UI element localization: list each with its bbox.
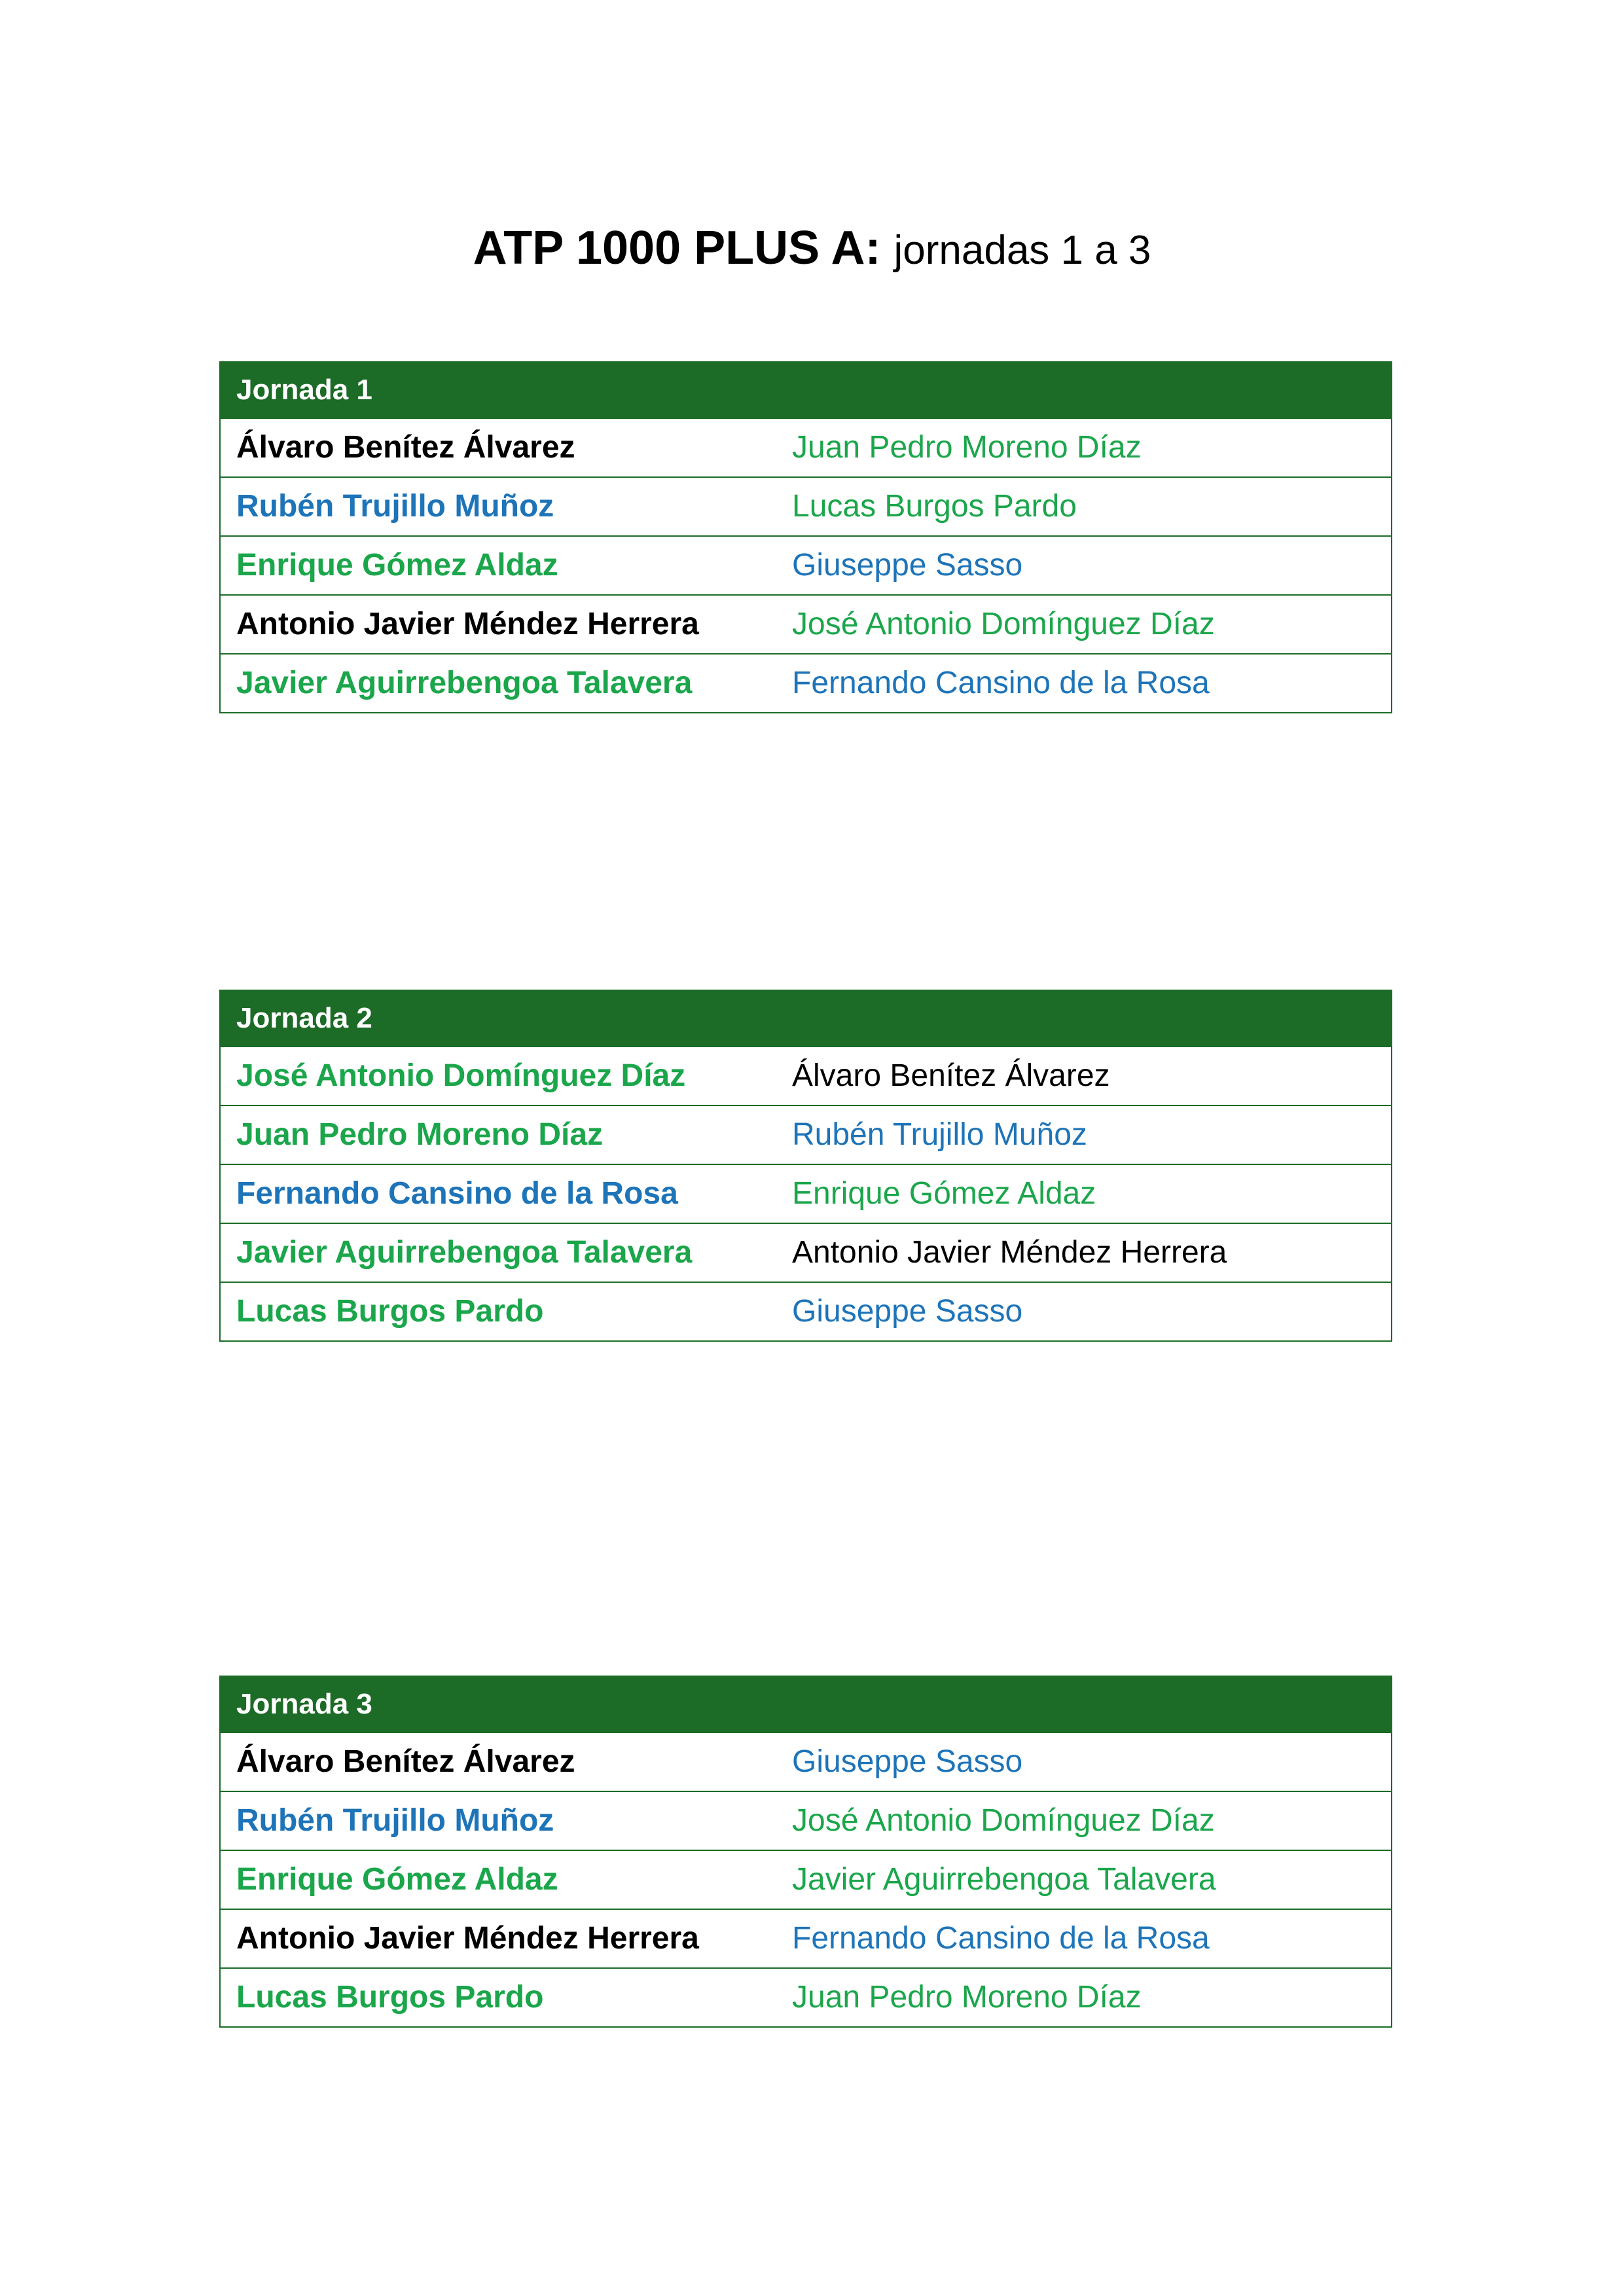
page-title (0, 221, 1624, 275)
player-right: Giuseppe Sasso (791, 1282, 1392, 1341)
table-row (220, 1909, 1392, 1968)
player-left: Álvaro Benítez Álvarez (220, 418, 791, 477)
player-left: Lucas Burgos Pardo (220, 1282, 791, 1341)
player-left: Juan Pedro Moreno Díaz (220, 1105, 791, 1164)
jornada-header: Jornada 2 (220, 990, 1392, 1047)
table-row (220, 1223, 1392, 1282)
player-left: Javier Aguirrebengoa Talavera (220, 1223, 791, 1282)
jornada-header: Jornada 1 (220, 362, 1392, 418)
player-right: Fernando Cansino de la Rosa (791, 654, 1392, 713)
player-left: José Antonio Domínguez Díaz (220, 1047, 791, 1105)
table-row (220, 1968, 1392, 2027)
title-sub: jornadas 1 a 3 (893, 228, 1151, 274)
player-right: Juan Pedro Moreno Díaz (791, 1968, 1392, 2027)
player-left: Antonio Javier Méndez Herrera (220, 1909, 791, 1968)
player-left: Enrique Gómez Aldaz (220, 536, 791, 595)
table-header-row (220, 990, 1392, 1047)
table-row (220, 418, 1392, 477)
table-row (220, 1732, 1392, 1791)
player-right: Antonio Javier Méndez Herrera (791, 1223, 1392, 1282)
table-row (220, 595, 1392, 654)
jornada-header: Jornada 3 (220, 1676, 1392, 1732)
player-left: Rubén Trujillo Muñoz (220, 1791, 791, 1850)
player-right: José Antonio Domínguez Díaz (791, 1791, 1392, 1850)
player-left: Álvaro Benítez Álvarez (220, 1732, 791, 1791)
player-right: Juan Pedro Moreno Díaz (791, 418, 1392, 477)
table-row (220, 1164, 1392, 1223)
player-left: Rubén Trujillo Muñoz (220, 477, 791, 536)
table-row (220, 1047, 1392, 1105)
player-left: Enrique Gómez Aldaz (220, 1850, 791, 1909)
table-row (220, 1105, 1392, 1164)
player-right: Álvaro Benítez Álvarez (791, 1047, 1392, 1105)
table-header-row (220, 1676, 1392, 1732)
player-right: Giuseppe Sasso (791, 536, 1392, 595)
player-right: Javier Aguirrebengoa Talavera (791, 1850, 1392, 1909)
player-right: Rubén Trujillo Muñoz (791, 1105, 1392, 1164)
jornada-2-table (219, 990, 1392, 1342)
table-row (220, 477, 1392, 536)
table-row (220, 1850, 1392, 1909)
player-left: Antonio Javier Méndez Herrera (220, 595, 791, 654)
table-row (220, 654, 1392, 713)
table-header-row (220, 362, 1392, 418)
table-row (220, 536, 1392, 595)
jornada-1-table (219, 361, 1392, 713)
player-right: Giuseppe Sasso (791, 1732, 1392, 1791)
player-right: Lucas Burgos Pardo (791, 477, 1392, 536)
player-right: Enrique Gómez Aldaz (791, 1164, 1392, 1223)
jornada-3-table (219, 1676, 1392, 2028)
player-left: Lucas Burgos Pardo (220, 1968, 791, 2027)
player-left: Fernando Cansino de la Rosa (220, 1164, 791, 1223)
table-row (220, 1282, 1392, 1341)
player-right: José Antonio Domínguez Díaz (791, 595, 1392, 654)
title-main: ATP 1000 PLUS A: (473, 222, 881, 275)
player-left: Javier Aguirrebengoa Talavera (220, 654, 791, 713)
table-row (220, 1791, 1392, 1850)
player-right: Fernando Cansino de la Rosa (791, 1909, 1392, 1968)
